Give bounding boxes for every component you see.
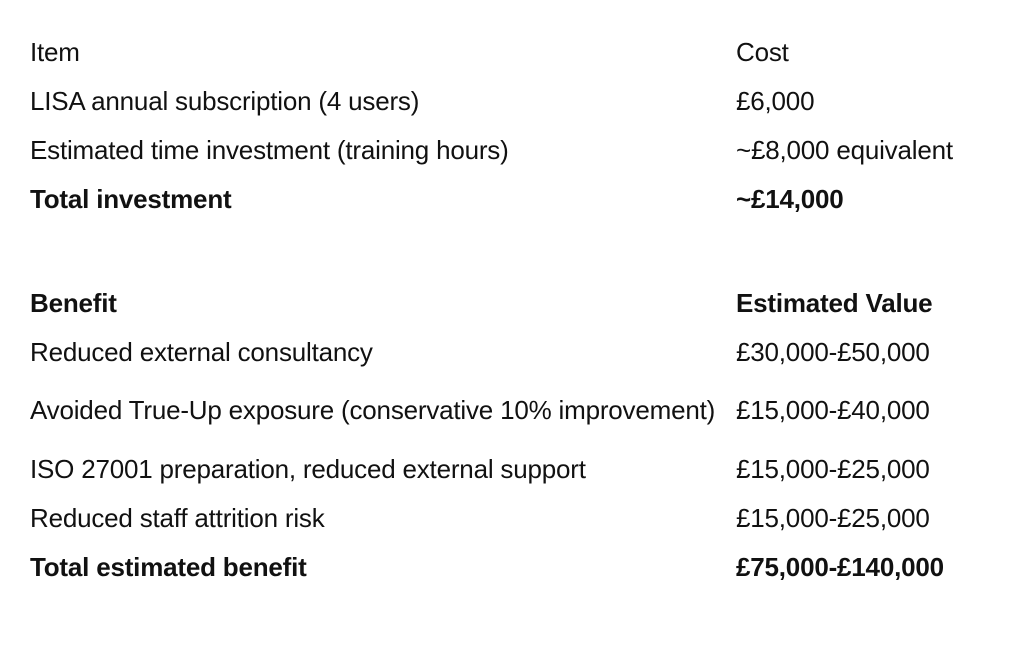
cost-item: Estimated time investment (training hours) — [30, 134, 509, 165]
cost-value: £6,000 — [736, 85, 815, 116]
table-row — [30, 493, 1010, 542]
benefit-value: £15,000-£25,000 — [736, 453, 930, 484]
table-row — [30, 376, 1010, 444]
cost-table — [30, 27, 1010, 223]
table-row — [30, 76, 1010, 125]
cost-total-value: ~£14,000 — [736, 183, 844, 214]
benefit-item: Reduced staff attrition risk — [30, 502, 325, 533]
cost-total-label: Total investment — [30, 183, 232, 214]
benefit-item: Avoided True-Up exposure (conservative 10% improvement) — [30, 395, 716, 425]
table-row — [30, 327, 1010, 376]
benefit-value: £30,000-£50,000 — [736, 336, 930, 367]
benefit-total-label: Total estimated benefit — [30, 551, 307, 582]
benefit-header-benefit: Benefit — [30, 287, 117, 318]
benefit-item: ISO 27001 preparation, reduced external support — [30, 453, 586, 484]
benefit-value: £15,000-£25,000 — [736, 502, 930, 533]
cost-item: LISA annual subscription (4 users) — [30, 85, 420, 116]
cost-header-row — [30, 27, 1010, 76]
benefit-header-row — [30, 278, 1010, 327]
cost-header-cost: Cost — [736, 36, 789, 67]
benefit-header-value: Estimated Value — [736, 287, 933, 318]
cost-header-item: Item — [30, 36, 80, 67]
benefit-table — [30, 278, 1010, 591]
benefit-item: Reduced external consultancy — [30, 336, 373, 367]
cost-total-row — [30, 174, 1010, 223]
benefit-total-row — [30, 542, 1010, 591]
table-row — [30, 125, 1010, 174]
benefit-value: £15,000-£40,000 — [736, 395, 930, 425]
benefit-total-value: £75,000-£140,000 — [736, 551, 944, 582]
table-row — [30, 444, 1010, 493]
cost-value: ~£8,000 equivalent — [736, 134, 953, 165]
